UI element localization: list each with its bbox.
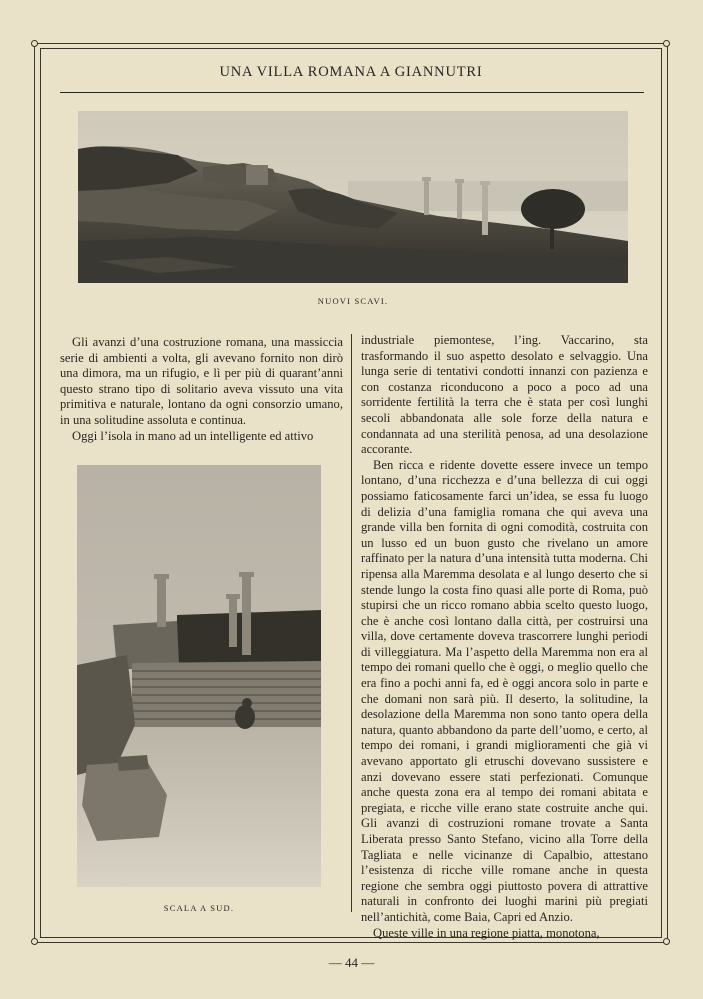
corner-ornament: [663, 938, 670, 945]
page-number: — 44 —: [328, 955, 375, 970]
stairs-photo: [77, 465, 321, 887]
paragraph: industriale piemontese, l’ing. Vaccarino, sta trasformando il suo aspetto desolato e selvaggio. Una lunga serie di tentativi condotti innanzi con pazienza e con costanza riconducono a poco a poco ad una sorridente fertilità la terra che è stata per così lunghi secoli abbandonata alle sole forze della natura e condannata ad una sterilità penosa, ad una desolazione accorante.: [361, 333, 648, 457]
landscape-photo: [78, 111, 628, 283]
caption-left-photo: SCALA A SUD.: [163, 903, 235, 913]
paragraph: Queste ville in una regione piatta, monotona,: [373, 925, 600, 940]
column-divider: [351, 334, 352, 912]
caption-top-photo: NUOVI SCAVI.: [317, 296, 389, 306]
title-rule: [60, 92, 644, 93]
corner-ornament: [663, 40, 670, 47]
photo-new-excavations: [78, 111, 628, 283]
paragraph: Gli avanzi d’una costruzione romana, una massiccia serie di ambienti a volta, gli avevano fornito non dirò una dimora, ma un rifugio, e lì per più di quarant’anni questo strano tipo di solitario aveva vissuto una vita primitiva e naturale, lontano da ogni consorzio umano, in una solitudine assoluta e continua.: [60, 335, 343, 427]
text-column-right: [361, 333, 648, 941]
paragraph: Ben ricca e ridente dovette essere invece un tempo lontano, d’una ricchezza e d’una bellezza di cui oggi possiamo faticosamente farci un’idea, se essa fu luogo di delizia d’una famiglia romana che qui aveva una grande villa ben fornita di ogni comodità, costruita con un lusso ed un buon gusto che rivelano un amore raffinato per la natura d’una intensità tutta moderna. Chi ripensa alla Maremma desolata e al lungo deserto che si stende lungo la costa fino quasi alle porte di Roma, può stupirsi che un ricco romano abbia scelto questo luogo, che è anche così lontano dalla città, per costruirsi una villa, dove certamente doveva trascorrere lunghi periodi di villeggiatura. Ma l’aspetto della Maremma non era al tempo dei romani quello che è oggi, o meglio quello che era fino a pochi anni fa, ed è oggi ancora solo in parte e che domani non sarà più. Il deserto, la solitudine, la desolazione della Maremma non sono tanto opera della natura, quanto abbandono da parte dell’uomo, e certo, al tempo dei romani, i grandi miglioramenti che già vi avevano apportato gli etruschi dovevano sussistere e anzi dovevano essere stati perfezionati. Comunque anche questa zona era al tempo dei romani abitata e pregiata, e ricche ville erano state costruite anche qui. Gli avanzi di costruzioni romane trovate a Santa Liberata presso Santo Stefano, vicino alla Torre della Tagliata e nelle vicinanze di Capalbio, attestano l’esistenza di ricche ville romane anche in questa regione che sembra oggi piuttosto povera di attrattive naturali in confronto dei luoghi marini più pregiati nell’antichità, come Baia, Capri ed Anzio.: [361, 457, 648, 924]
photo-south-stairs: [77, 465, 321, 887]
running-title: UNA VILLA ROMANA A GIANNUTRI: [219, 64, 483, 80]
paragraph: Oggi l’isola in mano ad un intelligente ed attivo: [72, 428, 314, 443]
corner-ornament: [31, 40, 38, 47]
corner-ornament: [31, 938, 38, 945]
text-column-left: [60, 335, 343, 444]
